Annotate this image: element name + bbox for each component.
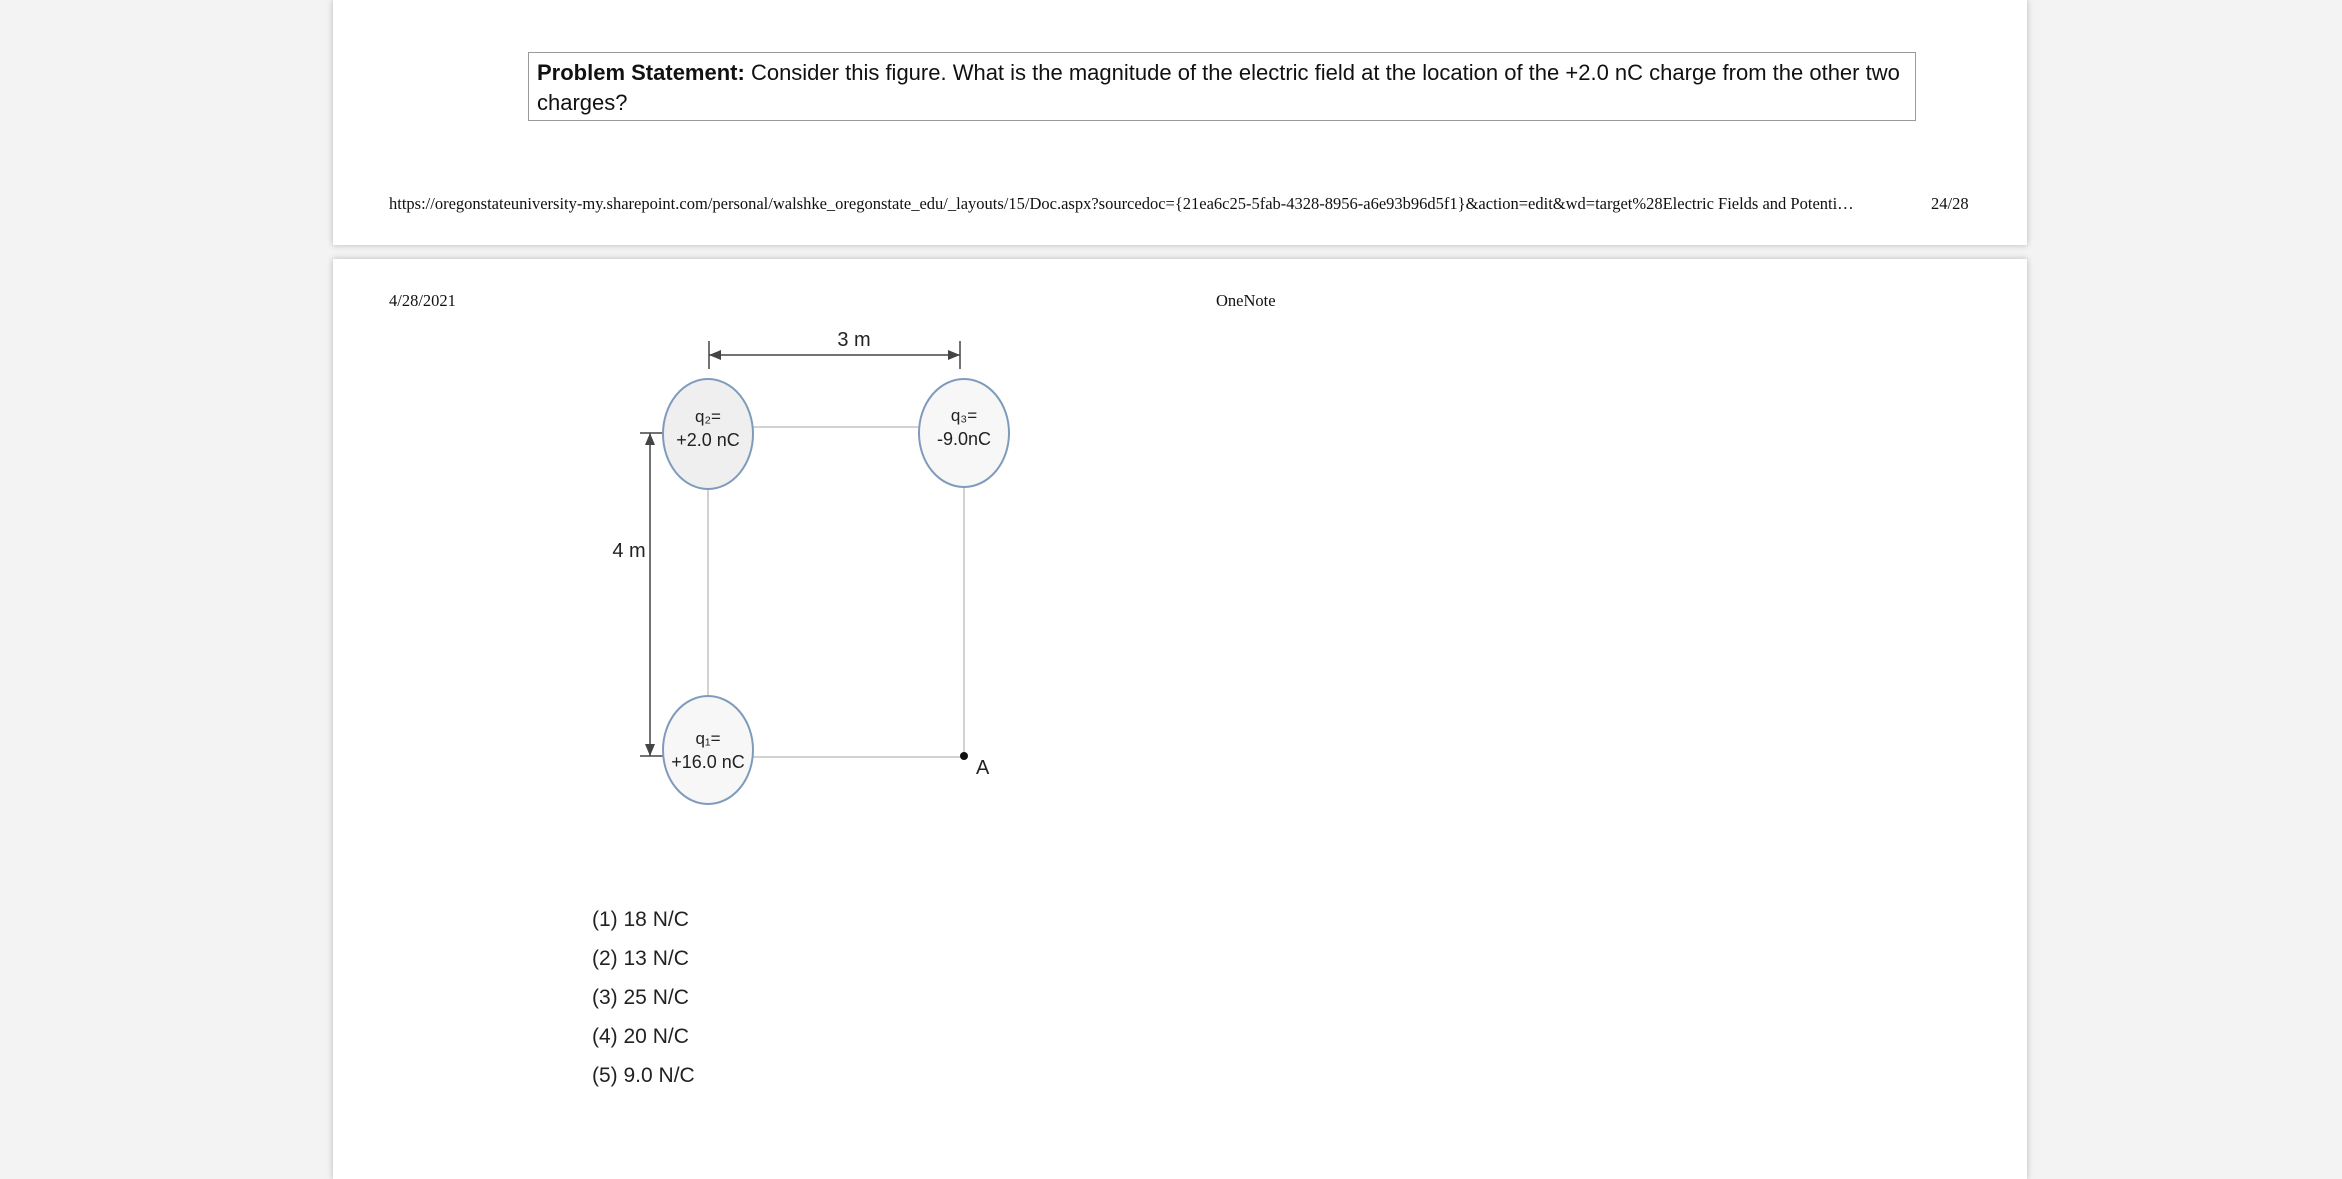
- footer-page-count: 24/28: [1931, 194, 1969, 213]
- document-page-previous: [333, 0, 2027, 245]
- footer-url: https://oregonstateuniversity-my.sharepoint.com/personal/walshke_oregonstate_edu/_layouts/15/Doc.aspx?sourcedoc={21ea6c25-5fab-4328-8956-a6e93b96d5f1}&action=edit&wd=target%28Electric Fields and Potenti…: [389, 194, 1854, 213]
- charge-q2-name: q₂=: [695, 407, 721, 426]
- document-page-current: [333, 259, 2027, 1179]
- problem-statement: [528, 52, 1916, 121]
- answer-option-1: (1) 18 N/C: [592, 908, 689, 931]
- charge-q3: [919, 379, 1009, 487]
- width-label: 3 m: [837, 329, 871, 351]
- header-date: 4/28/2021: [389, 291, 456, 310]
- point-a-dot: [960, 752, 968, 760]
- charge-diagram: [333, 259, 2027, 1179]
- answer-option-3: (3) 25 N/C: [592, 986, 689, 1009]
- answer-list: [592, 900, 695, 1095]
- answer-option-4: (4) 20 N/C: [592, 1025, 689, 1048]
- charge-q1-name: q₁=: [695, 729, 721, 748]
- problem-statement-lead: Problem Statement:: [537, 60, 745, 85]
- height-label: 4 m: [612, 540, 646, 562]
- charge-q2: [663, 379, 753, 489]
- answer-option-2: (2) 13 N/C: [592, 947, 689, 970]
- charge-q1: [663, 696, 753, 804]
- point-a-label: A: [976, 757, 990, 779]
- header-app-title: OneNote: [1216, 291, 1276, 310]
- charge-q3-name: q₃=: [950, 406, 978, 425]
- charge-q3-value: -9.0nC: [936, 429, 992, 449]
- width-dimension: [709, 341, 960, 369]
- answer-option-5: (5) 9.0 N/C: [592, 1064, 695, 1087]
- height-dimension: [640, 433, 663, 756]
- charge-q2-value: +2.0 nC: [676, 430, 740, 450]
- diagram-frame: [708, 427, 964, 757]
- problem-statement-text: Consider this figure. What is the magnitude of the electric field at the location of the +2.0 nC charge from the other two charges?: [537, 60, 1900, 115]
- charge-q1-value: +16.0 nC: [671, 752, 745, 772]
